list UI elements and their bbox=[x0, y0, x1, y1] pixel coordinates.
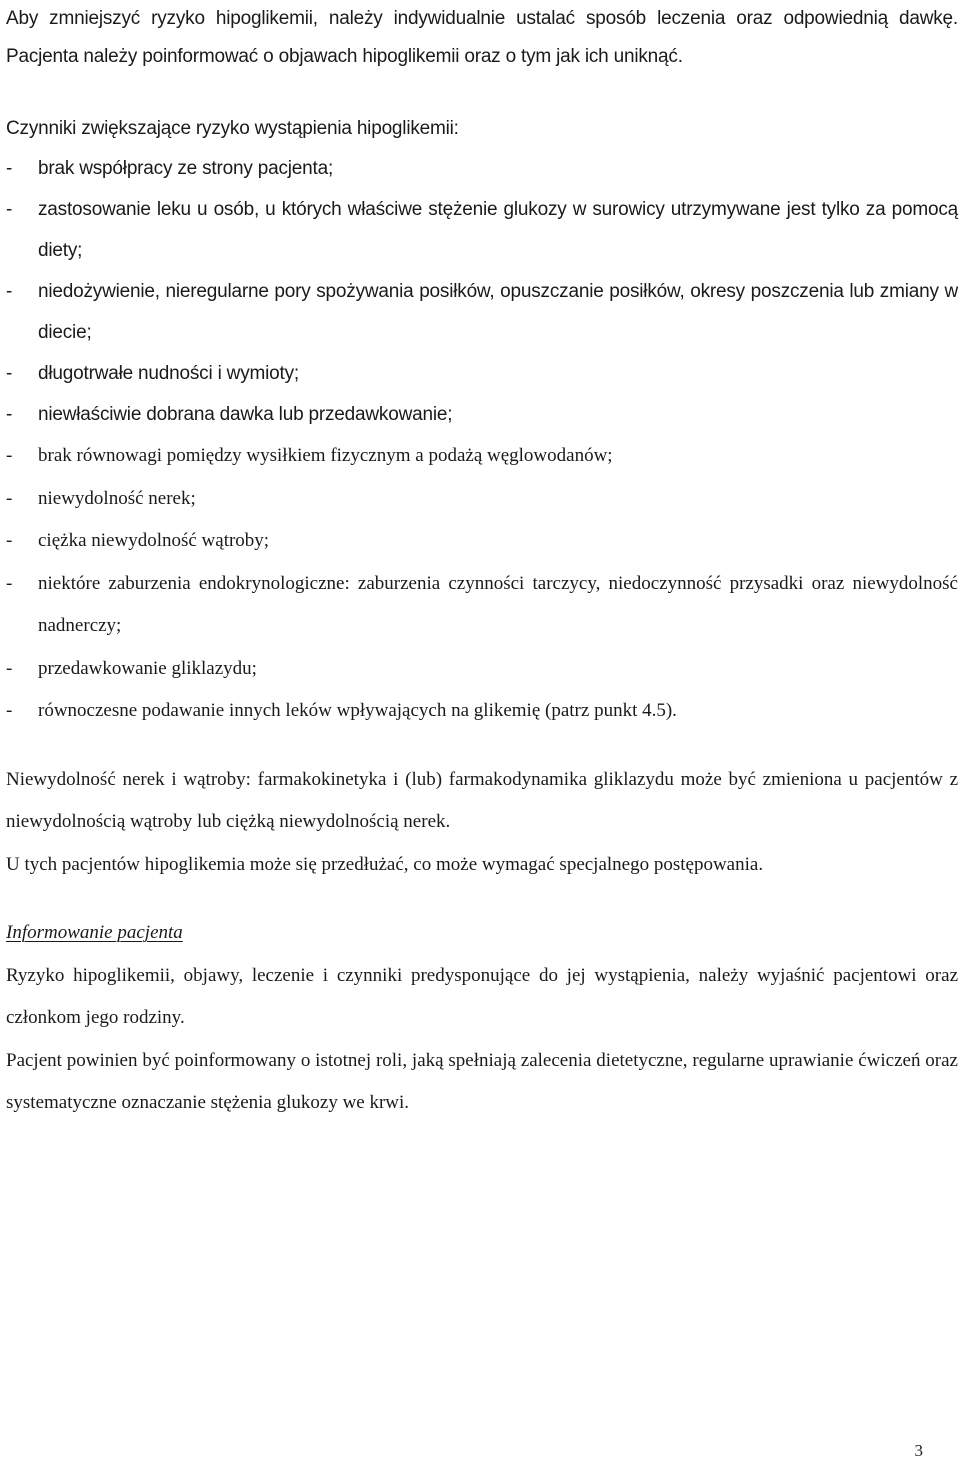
intro-paragraph: Aby zmniejszyć ryzyko hipoglikemii, należy indywidualnie ustalać sposób leczenia oraz odpowiednią dawkę. Pacjenta należy poinformować o objawach hipoglikemii oraz o tym jak ich uniknąć. bbox=[6, 8, 958, 67]
risk-factors-heading: Czynniki zwiększające ryzyko wystąpienia hipoglikemii: bbox=[6, 118, 459, 139]
list-item-text: niewłaściwie dobrana dawka lub przedawkowanie; bbox=[38, 404, 453, 425]
list-item-text: ciężka niewydolność wątroby; bbox=[38, 530, 270, 551]
patient-info-paragraph-1: Ryzyko hipoglikemii, objawy, leczenie i czynniki predysponujące do jej wystąpienia, należy wyjaśnić pacjentowi oraz członkom jego rodziny. bbox=[6, 964, 958, 1028]
list-bullet: - bbox=[6, 700, 13, 721]
risk-factors-list bbox=[6, 148, 958, 733]
patient-info-paragraph-2: Pacjent powinien być poinformowany o istotnej roli, jaką spełniają zalecenia dietetyczne, regularne uprawianie ćwiczeń oraz systematyczne oznaczanie stężenia glukozy we krwi. bbox=[6, 1049, 958, 1113]
list-item bbox=[6, 563, 958, 648]
list-bullet: - bbox=[6, 572, 13, 594]
list-item bbox=[6, 394, 958, 435]
list-bullet: - bbox=[6, 487, 13, 509]
list-bullet: - bbox=[6, 657, 13, 679]
list-bullet: - bbox=[6, 404, 13, 425]
kidney-liver-paragraph: Niewydolność nerek i wątroby: farmakokinetyka i (lub) farmakodynamika gliklazydu może być zmieniona u pacjentów z niewydolnością wątroby lub ciężką niewydolnością nerek. bbox=[6, 768, 958, 832]
list-item-text: długotrwałe nudności i wymioty; bbox=[38, 363, 299, 384]
list-item-text: niewydolność nerek; bbox=[38, 487, 196, 509]
list-item bbox=[6, 189, 958, 271]
list-item-text: przedawkowanie gliklazydu; bbox=[38, 657, 257, 679]
list-item bbox=[6, 148, 958, 189]
list-item bbox=[6, 648, 958, 691]
list-item bbox=[6, 520, 958, 563]
list-item bbox=[6, 271, 958, 353]
list-item-text: zastosowanie leku u osób, u których właściwe stężenie glukozy w surowicy utrzymywane jest tylko za pomocą diety; bbox=[38, 199, 958, 261]
list-bullet: - bbox=[6, 158, 13, 179]
page-number: 3 bbox=[914, 1441, 923, 1460]
list-item bbox=[6, 435, 958, 478]
list-item-text: brak równowagi pomiędzy wysiłkiem fizycznym a podażą węglowodanów; bbox=[38, 445, 613, 466]
list-item bbox=[6, 478, 958, 521]
list-bullet: - bbox=[6, 530, 13, 551]
list-bullet: - bbox=[6, 363, 13, 384]
document-page bbox=[6, 0, 958, 1125]
list-item-text: brak współpracy ze strony pacjenta; bbox=[38, 158, 334, 179]
list-item-text: równoczesne podawanie innych leków wpływających na glikemię (patrz punkt 4.5). bbox=[38, 700, 677, 721]
kidney-liver-followup: U tych pacjentów hipoglikemia może się przedłużać, co może wymagać specjalnego postępowania. bbox=[6, 853, 764, 875]
patient-info-heading: Informowanie pacjenta bbox=[6, 922, 183, 943]
list-item-text: niektóre zaburzenia endokrynologiczne: zaburzenia czynności tarczycy, niedoczynność przysadki oraz niewydolność nadnerczy; bbox=[38, 572, 958, 636]
list-bullet: - bbox=[6, 445, 13, 466]
list-item bbox=[6, 353, 958, 394]
list-bullet: - bbox=[6, 281, 13, 302]
list-item bbox=[6, 690, 958, 733]
list-bullet: - bbox=[6, 199, 13, 220]
list-item-text: niedożywienie, nieregularne pory spożywania posiłków, opuszczanie posiłków, okresy poszczenia lub zmiany w diecie; bbox=[38, 281, 958, 343]
